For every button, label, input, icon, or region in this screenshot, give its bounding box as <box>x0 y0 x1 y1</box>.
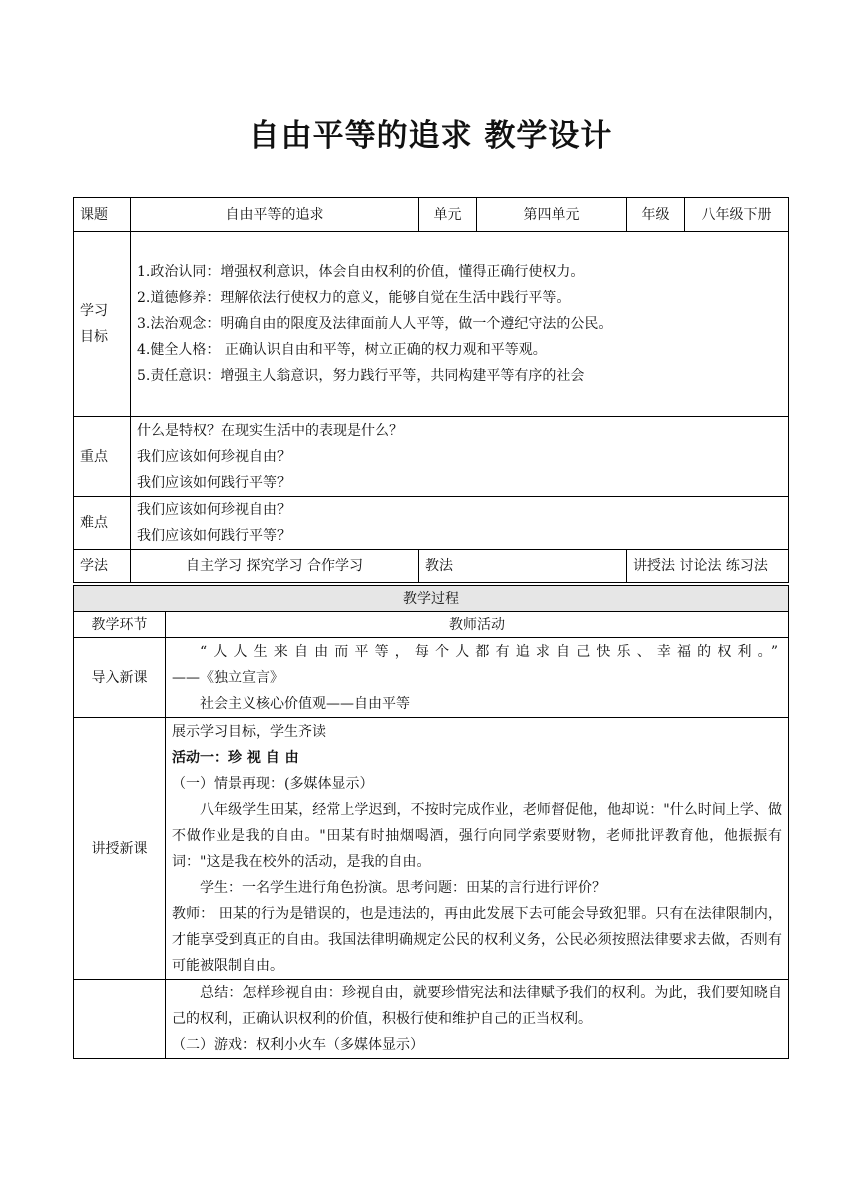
unit-value: 第四单元 <box>477 198 627 232</box>
lesson-info-table <box>73 197 789 583</box>
unit-label: 单元 <box>419 198 477 232</box>
teacher-comment: 教师： 田某的行为是错误的，也是违法的，再由此发展下去可能会导致犯罪。只有在法律限制内，才能享受到真正的自由。我国法律明确规定公民的权利义务，公民必须按照法律要求去做，否则有可能被限制自由。 <box>172 905 782 974</box>
key-points-content <box>131 417 789 497</box>
goal-item: 5.责任意识：增强主人翁意识，努力践行平等，共同构建平等有序的社会 <box>137 368 585 384</box>
intro-quote: “人人生来自由而平等，每个人都有追求自己快乐、幸福的权利。” <box>200 643 782 660</box>
summary-label <box>74 980 166 1059</box>
process-col-stage: 教学环节 <box>74 612 166 638</box>
goal-item: 4.健全人格： 正确认识自由和平等，树立正确的权力观和平等观。 <box>137 342 547 358</box>
teach-method-label: 教法 <box>419 550 627 583</box>
intro-content <box>166 638 789 718</box>
goal-item: 1.政治认同：增强权利意识，体会自由权利的价值，懂得正确行使权力。 <box>137 264 585 280</box>
lecture-label: 讲授新课 <box>74 718 166 980</box>
process-col-activity: 教师活动 <box>166 612 789 638</box>
page-title: 自由平等的追求 教学设计 <box>248 118 613 154</box>
key-point-item: 我们应该如何珍视自由？ <box>137 448 291 465</box>
goals-content <box>131 232 789 417</box>
scenario-text: 八年级学生田某，经常上学迟到，不按时完成作业，老师督促他，他却说："什么时间上学、做不做作业是我的自由。"田某有时抽烟喝酒，强行向同学索要财物，老师批评教育他，他振振有词："这是我在校外的活动，是我的自由。 <box>172 801 782 870</box>
intro-source: ——《独立宣言》 <box>172 669 284 686</box>
teaching-process-table <box>73 585 789 1059</box>
key-points-label: 重点 <box>74 417 131 497</box>
difficulty-item: 我们应该如何珍视自由？ <box>137 502 291 518</box>
course-label: 课题 <box>74 198 131 232</box>
game-heading: （二）游戏：权利小火车（多媒体显示） <box>172 1037 424 1053</box>
intro-values: 社会主义核心价值观——自由平等 <box>200 695 410 712</box>
summary-text: 总结：怎样珍视自由：珍视自由，就要珍惜宪法和法律赋予我们的权利。为此，我们要知晓自己的权利，正确认识权利的价值，积极行使和维护自己的正当权利。 <box>172 985 782 1027</box>
grade-value: 八年级下册 <box>685 198 789 232</box>
scenario-heading: （一）情景再现：(多媒体显示） <box>172 775 374 792</box>
grade-label: 年级 <box>627 198 685 232</box>
student-task: 学生：一名学生进行角色扮演。思考问题：田某的言行进行评价？ <box>200 879 606 896</box>
goal-item: 3.法治观念：明确自由的限度及法律面前人人平等，做一个遵纪守法的公民。 <box>137 316 613 332</box>
lecture-intro: 展示学习目标，学生齐读 <box>172 723 326 740</box>
study-method-value: 自主学习 探究学习 合作学习 <box>131 550 419 583</box>
goals-label: 学习 目标 <box>74 232 131 417</box>
key-point-item: 我们应该如何践行平等？ <box>137 474 291 491</box>
key-point-item: 什么是特权？在现实生活中的表现是什么？ <box>137 422 403 439</box>
course-value: 自由平等的追求 <box>131 198 419 232</box>
difficulties-label: 难点 <box>74 497 131 550</box>
activity-title: 活动一：珍 视 自 由 <box>172 749 299 766</box>
process-header: 教学过程 <box>74 586 789 612</box>
teach-method-value: 讲授法 讨论法 练习法 <box>627 550 789 583</box>
difficulties-content <box>131 497 789 550</box>
study-method-label: 学法 <box>74 550 131 583</box>
goal-item: 2.道德修养：理解依法行使权力的意义，能够自觉在生活中践行平等。 <box>137 290 571 306</box>
summary-content <box>166 980 789 1059</box>
intro-label: 导入新课 <box>74 638 166 718</box>
lecture-content <box>166 718 789 980</box>
difficulty-item: 我们应该如何践行平等？ <box>137 528 291 544</box>
